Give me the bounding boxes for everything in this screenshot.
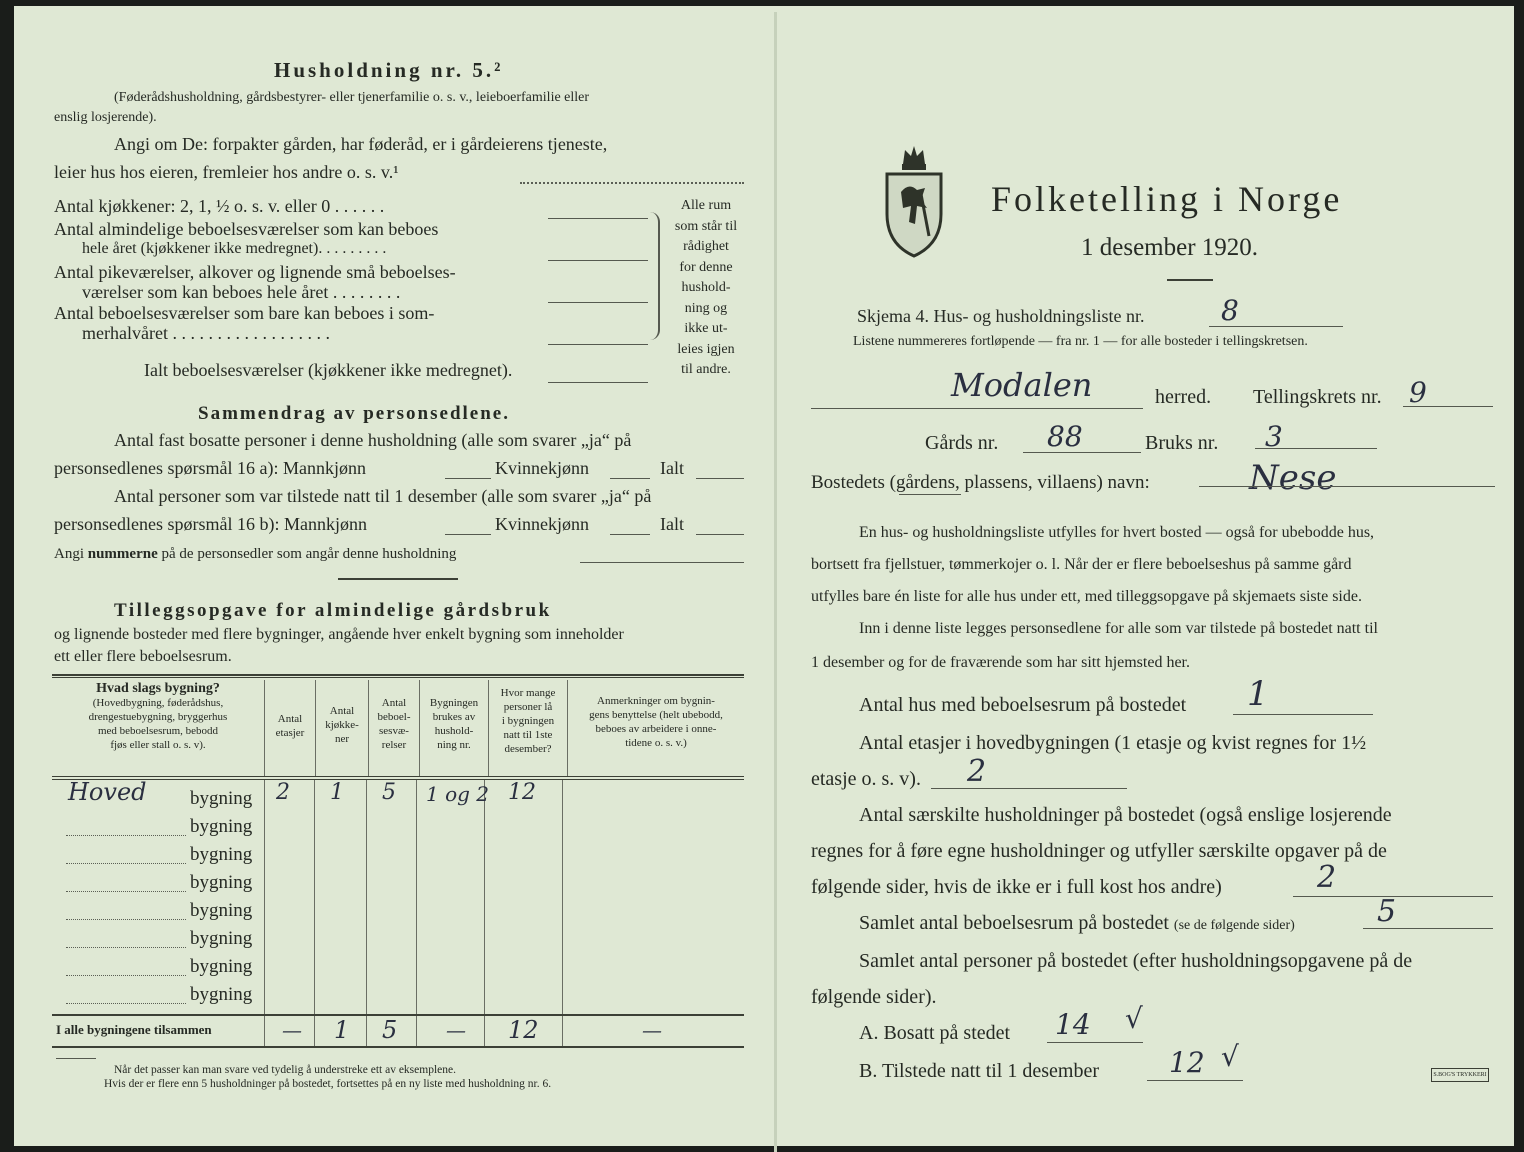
- total-kjokken: 1: [334, 1016, 350, 1044]
- saerskilte-value: 2: [1317, 860, 1337, 895]
- bosted-value: Nese: [1249, 458, 1337, 498]
- summary-b-2: personsedlenes spørsmål 16 b): Mannkjønn: [54, 514, 367, 534]
- skjema-label: Skjema 4. Hus- og husholdningsliste nr.: [857, 306, 1145, 326]
- extra-line-1: og lignende bosteder med flere bygninger, angående hver enkelt bygning som inneholder: [54, 626, 624, 643]
- printer-stamp: S.BOG'S TRYKKERI: [1431, 1068, 1489, 1082]
- saerskilte-line-1: Antal særskilte husholdninger på bostedet (også enslige losjerende: [859, 804, 1392, 826]
- total-personer: 12: [508, 1016, 539, 1044]
- info-2-line-1: Inn i denne liste legges personsedlene for alle som var tilstede på bostedet natt til: [859, 620, 1378, 637]
- angi-line-1: Angi om De: forpakter gården, har føderåd, er i gårdeierens tjeneste,: [114, 134, 608, 154]
- summary-b-ialt: Ialt: [660, 514, 684, 534]
- etasjer-line-1: Antal etasjer i hovedbygningen (1 etasje og kvist regnes for 1½: [859, 732, 1367, 754]
- hus-label: Antal hus med beboelsesrum på bostedet: [859, 694, 1187, 716]
- rooms-a-1: Antal almindelige beboelsesværelser som kan beboes: [54, 219, 439, 239]
- row1-kjokken: 1: [330, 780, 344, 805]
- total-label: I alle bygningene tilsammen: [56, 1022, 212, 1037]
- rooms-c-2: merhalvåret . . . . . . . . . . . . . . . . . .: [82, 323, 330, 343]
- summary-a-1: Antal fast bosatte personer i denne husholdning (alle som svarer „ja“ på: [114, 430, 632, 450]
- row1-personer: 12: [508, 780, 536, 805]
- saerskilte-line-3: følgende sider, hvis de ikke er i full kost hos andre): [811, 876, 1222, 898]
- herred-label: herred.: [1155, 386, 1212, 408]
- building-label-1: bygning: [190, 788, 253, 809]
- summary-b-kvinne: Kvinnekjønn: [495, 514, 589, 534]
- info-1-line-2: bortsett fra fjellstuer, tømmerkojer o. l. Når der er flere beboelseshus på samme gård: [811, 556, 1352, 573]
- page-fold: [774, 12, 777, 1152]
- household-note-1: (Føderådshusholdning, gårdsbestyrer- eller tjenerfamilie o. s. v., leieboerfamilie eller: [114, 90, 590, 105]
- household-note-2: enslig losjerende).: [54, 110, 157, 125]
- hus-value: 1: [1247, 674, 1269, 714]
- herred-value: Modalen: [951, 366, 1093, 404]
- summary-title: Sammendrag av personsedlene.: [198, 403, 510, 424]
- total-rooms-label: Ialt beboelsesværelser (kjøkkener ikke medregnet).: [144, 360, 513, 380]
- building-label-3: bygning: [190, 844, 253, 865]
- bosatt-label: A. Bosatt på stedet: [859, 1022, 1011, 1044]
- rooms-b-2: værelser som kan beboes hele året . . . . . . . .: [82, 282, 401, 302]
- tellingskrets-label: Tellingskrets nr.: [1253, 386, 1382, 408]
- kitchens-label: Antal kjøkkener: 2, 1, ½ o. s. v. eller 0 . . . . . .: [54, 196, 385, 216]
- bosatt-value: 14: [1055, 1008, 1091, 1041]
- info-2-line-2: 1 desember og for de fraværende som har sitt hjemsted her.: [811, 654, 1190, 671]
- rooms-c-1: Antal beboelsesværelser som bare kan beboes i som-: [54, 303, 435, 323]
- building-label-4: bygning: [190, 872, 253, 893]
- building-label-7: bygning: [190, 956, 253, 977]
- extra-title: Tilleggsopgave for almindelige gårdsbruk: [114, 600, 552, 621]
- tilstede-value: 12: [1169, 1046, 1205, 1079]
- samlet-personer-line-1: Samlet antal personer på bostedet (efter husholdningsopgavene på de: [859, 950, 1413, 972]
- total-anmerkning: —: [642, 1018, 662, 1042]
- info-1-line-3: utfylles bare én liste for alle hus under ett, med tilleggsopgave på skjemaets siste side.: [811, 588, 1362, 605]
- samlet-personer-line-2: følgende sider).: [811, 986, 937, 1008]
- listene-note: Listene nummereres fortløpende — fra nr. 1 — for alle bosteder i tellingskretsen.: [853, 334, 1308, 349]
- footnote-2: Hvis der er flere enn 5 husholdninger på bostedet, fortsettes på en ny liste med husholdning nr. 6.: [104, 1078, 552, 1090]
- extra-line-2: ett eller flere beboelsesrum.: [54, 648, 232, 665]
- row1-etasjer: 2: [276, 780, 290, 805]
- building-label-6: bygning: [190, 928, 253, 949]
- coat-of-arms-icon: [881, 144, 947, 260]
- rooms-b-1: Antal pikeværelser, alkover og lignende små beboelses-: [54, 262, 456, 282]
- building-label-5: bygning: [190, 900, 253, 921]
- row1-rum: 5: [382, 780, 396, 805]
- bruks-label: Bruks nr.: [1145, 432, 1219, 454]
- bruks-value: 3: [1265, 420, 1283, 453]
- etasjer-line-2: etasje o. s. v).: [811, 768, 921, 790]
- angi-line-2: leier hus hos eieren, fremleier hos andre o. s. v.¹: [54, 162, 399, 182]
- total-etasjer: —: [282, 1018, 302, 1042]
- household-title: Husholdning nr. 5.²: [274, 58, 504, 82]
- saerskilte-line-2: regnes for å føre egne husholdninger og utfyller særskilte opgaver på de: [811, 840, 1387, 862]
- footnote-1: Når det passer kan man svare ved tydelig å understreke ett av eksemplene.: [114, 1064, 456, 1076]
- summary-b-1: Antal personer som var tilstede natt til 1 desember (alle som svarer „ja“ på: [114, 486, 652, 506]
- building-label-8: bygning: [190, 984, 253, 1005]
- numbers-line: Angi nummerne på de personsedler som angår denne husholdning: [54, 546, 457, 562]
- samlet-rum-value: 5: [1377, 894, 1397, 929]
- rooms-a-2: hele året (kjøkkener ikke medregnet). . . . . . . . .: [82, 240, 387, 257]
- tellingskrets-value: 9: [1409, 376, 1427, 409]
- samlet-rum-label: Samlet antal beboelsesrum på bostedet (se de følgende sider): [859, 912, 1295, 934]
- total-rum: 5: [382, 1016, 398, 1044]
- row1-husholdning: 1 og 2: [426, 782, 490, 806]
- total-husholdning: —: [446, 1018, 466, 1042]
- document-title: Folketelling i Norge: [991, 179, 1343, 219]
- building-label-2: bygning: [190, 816, 253, 837]
- building-type-1: Hoved: [68, 778, 147, 806]
- gards-value: 88: [1047, 420, 1083, 453]
- census-sheet: [14, 6, 1514, 1146]
- summary-a-2: personsedlenes spørsmål 16 a): Mannkjønn: [54, 458, 366, 478]
- side-note: Alle rum som står til rådighet for denne hushold- ning og ikke ut- leies igjen til andre.: [674, 198, 738, 377]
- etasjer-value: 2: [967, 754, 987, 789]
- gards-label: Gårds nr.: [925, 432, 999, 454]
- skjema-number: 8: [1221, 294, 1239, 327]
- bosted-label: Bostedets (gårdens, plassens, villaens) navn:: [811, 472, 1150, 493]
- document-date: 1 desember 1920.: [1081, 234, 1259, 261]
- info-1-line-1: En hus- og husholdningsliste utfylles for hvert bosted — også for ubebodde hus,: [859, 524, 1375, 541]
- building-table-header: Hvad slags bygning? (Hovedbygning, føderådshus, drengestuebygning, bryggerhus med beboelsesrum, bebodd fjøs eller stall o. s. v). Antal etasjer Antal kjøkke- ner Antal beboel- sesvæ- relser Bygningen brukes av hushold- ning nr. Hvor mange personer lå i bygningen natt til 1ste desember? Anmerkninger om bygnin- gens benyttelse (helt ubebodd, beboes av arbeidere i onne- tidene o. s. v.): [52, 680, 744, 776]
- tilstede-check-icon: √: [1221, 1040, 1239, 1073]
- tilstede-label: B. Tilstede natt til 1 desember: [859, 1060, 1099, 1082]
- summary-a-ialt: Ialt: [660, 458, 684, 478]
- bosatt-check-icon: √: [1125, 1002, 1143, 1035]
- summary-a-kvinne: Kvinnekjønn: [495, 458, 589, 478]
